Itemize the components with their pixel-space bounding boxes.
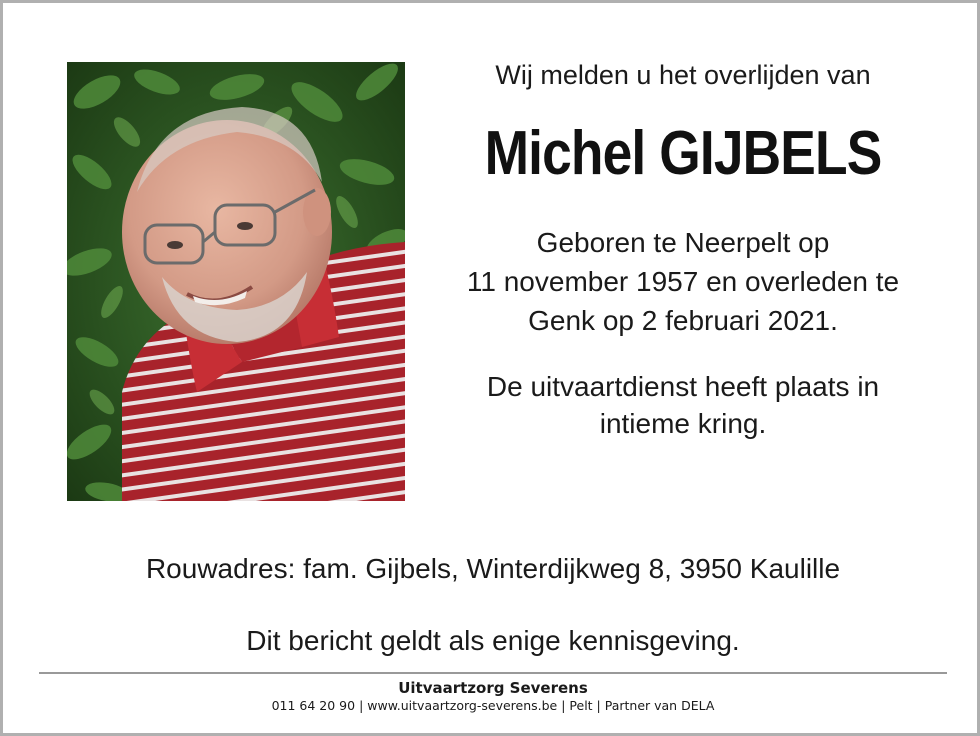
announcement-text <box>423 59 943 442</box>
footer-divider <box>39 672 947 674</box>
birth-death-details <box>423 223 943 340</box>
born-line: 11 november 1957 en overleden te <box>466 266 900 297</box>
portrait-photo <box>67 62 405 501</box>
intro-text: Wij melden u het overlijden van <box>495 60 871 90</box>
mourning-address: Rouwadres: fam. Gijbels, Winterdijkweg 8, 3950 Kaulille <box>145 553 841 584</box>
funeral-service-info <box>423 368 943 442</box>
notice-text: Dit bericht geldt als enige kennisgeving. <box>246 625 740 656</box>
service-line: De uitvaartdienst heeft plaats in <box>486 371 880 402</box>
funeral-home-contact: 011 64 20 90 | www.uitvaartzorg-severens.be | Pelt | Partner van DELA <box>271 698 715 713</box>
funeral-home-name: Uitvaartzorg Severens <box>398 679 588 697</box>
born-line: Genk op 2 februari 2021. <box>528 305 838 336</box>
service-line: intieme kring. <box>599 408 767 439</box>
deceased-name: Michel GIJBELS <box>484 119 882 188</box>
born-line: Geboren te Neerpelt op <box>536 227 830 258</box>
